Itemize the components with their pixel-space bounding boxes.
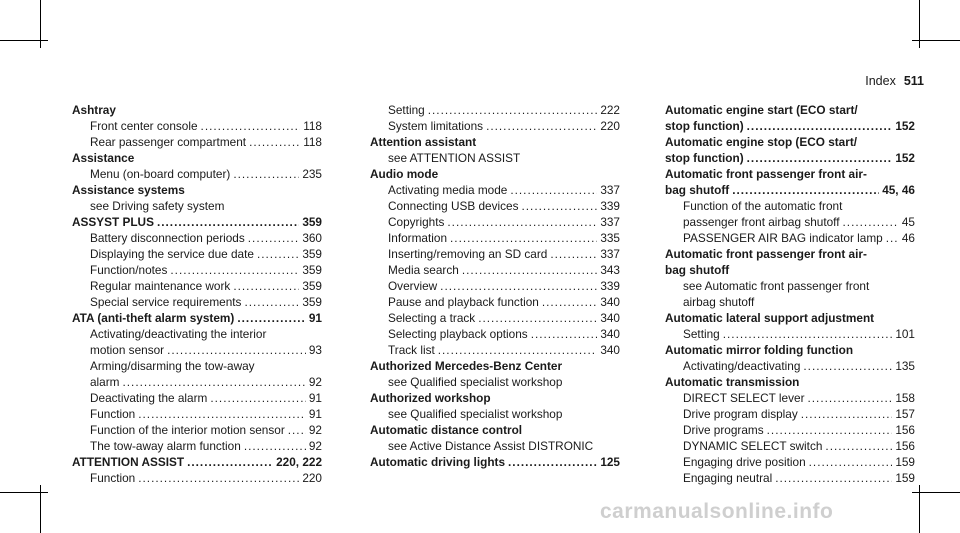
sub-entry xyxy=(72,134,322,150)
sub-entry xyxy=(72,470,322,486)
see-reference xyxy=(370,406,620,422)
sub-entry xyxy=(665,326,915,342)
index-entry xyxy=(370,102,620,134)
page-ref: 156 xyxy=(895,423,915,437)
sub-entry-text: System limitations xyxy=(388,119,484,133)
see-reference-text: see ATTENTION ASSIST xyxy=(388,151,521,165)
dot-leader xyxy=(450,230,597,246)
page-ref: 92 xyxy=(308,439,322,453)
dot-leader xyxy=(138,406,306,422)
entry-heading xyxy=(665,262,915,278)
see-reference-text: see Driving safety system xyxy=(90,199,225,213)
entry-heading xyxy=(370,390,620,406)
dot-leader xyxy=(462,262,597,278)
index-entry xyxy=(72,102,322,150)
page-ref: 159 xyxy=(895,471,915,485)
page-ref: 339 xyxy=(600,279,620,293)
sub-entry xyxy=(72,406,322,422)
crop-mark xyxy=(912,40,960,41)
entry-heading xyxy=(370,454,620,470)
sub-entry xyxy=(370,182,620,198)
dot-leader xyxy=(257,246,299,262)
see-reference xyxy=(370,438,620,454)
dot-leader xyxy=(809,454,893,470)
dot-leader xyxy=(478,310,597,326)
page-ref: 101 xyxy=(895,327,915,341)
page-ref: 222 xyxy=(600,103,620,117)
sub-entry-text: Special service requirements xyxy=(90,295,242,309)
dot-leader xyxy=(237,310,306,326)
sub-entry-text: Function/notes xyxy=(90,263,168,277)
sub-entry xyxy=(72,438,322,454)
dot-leader xyxy=(428,102,598,118)
sub-entry-text: Menu (on-board computer) xyxy=(90,167,231,181)
sub-entry-text: Pause and playback function xyxy=(388,295,539,309)
dot-leader xyxy=(843,214,899,230)
page-ref: 158 xyxy=(895,391,915,405)
entry-heading xyxy=(72,182,322,198)
sub-entry xyxy=(370,230,620,246)
page-ref: 92 xyxy=(308,423,322,437)
sub-entry-text: DIRECT SELECT lever xyxy=(683,391,805,405)
dot-leader xyxy=(233,166,299,182)
page-ref: 157 xyxy=(895,407,915,421)
dot-leader xyxy=(486,118,597,134)
entry-heading xyxy=(665,310,915,326)
page-ref: 46 xyxy=(901,231,915,245)
sub-entry-text: Media search xyxy=(388,263,459,277)
page-ref: 359 xyxy=(302,215,322,229)
dot-leader xyxy=(531,326,598,342)
entry-heading-text: stop function) xyxy=(665,151,744,165)
page-ref: 340 xyxy=(600,343,620,357)
entry-heading-text: Assistance systems xyxy=(72,183,185,197)
page-ref: 235 xyxy=(302,167,322,181)
entry-heading xyxy=(665,118,915,134)
sub-entry xyxy=(370,262,620,278)
sub-entry xyxy=(72,358,322,374)
sub-entry-text: Drive program display xyxy=(683,407,798,421)
sub-entry xyxy=(665,422,915,438)
sub-entry-text: Battery disconnection periods xyxy=(90,231,245,245)
dot-leader xyxy=(210,390,306,406)
sub-entry xyxy=(665,438,915,454)
sub-entry xyxy=(370,294,620,310)
page-ref: 343 xyxy=(600,263,620,277)
sub-entry xyxy=(370,214,620,230)
entry-heading-text: Automatic engine start (ECO start/ xyxy=(665,103,858,117)
index-entry xyxy=(665,310,915,342)
see-reference xyxy=(370,150,620,166)
dot-leader xyxy=(732,182,879,198)
watermark: carmanualsonline.info xyxy=(600,500,834,523)
entry-heading-text: Automatic transmission xyxy=(665,375,800,389)
sub-entry-text: Selecting a track xyxy=(388,311,476,325)
entry-heading-text: Automatic distance control xyxy=(370,423,523,437)
index-entry xyxy=(72,150,322,182)
sub-entry-text: PASSENGER AIR BAG indicator lamp xyxy=(683,231,883,245)
dot-leader xyxy=(508,454,597,470)
index-entry xyxy=(370,358,620,390)
sub-entry-text: Function of the automatic front xyxy=(683,199,843,213)
entry-heading xyxy=(665,102,915,118)
page-ref: 337 xyxy=(600,215,620,229)
dot-leader xyxy=(249,134,300,150)
sub-entry-text: passenger front airbag shutoff xyxy=(683,215,840,229)
sub-entry-text: Engaging neutral xyxy=(683,471,773,485)
page-ref: 91 xyxy=(308,311,322,325)
sub-entry xyxy=(665,358,915,374)
index-entry xyxy=(72,182,322,214)
sub-entry xyxy=(665,198,915,214)
dot-leader xyxy=(288,422,306,438)
sub-entry xyxy=(72,230,322,246)
see-reference-text: airbag shutoff xyxy=(683,295,755,309)
page-ref: 152 xyxy=(895,119,915,133)
index-entry xyxy=(72,454,322,486)
entry-heading xyxy=(370,166,620,182)
index-column-3 xyxy=(665,102,915,486)
entry-heading-text: Automatic driving lights xyxy=(370,455,506,469)
page-ref: 360 xyxy=(302,231,322,245)
entry-heading-text: Ashtray xyxy=(72,103,116,117)
see-reference-text: see Qualified specialist workshop xyxy=(388,375,563,389)
page-ref: 340 xyxy=(600,327,620,341)
sub-entry-text: Selecting playback options xyxy=(388,327,528,341)
index-entry xyxy=(665,102,915,134)
see-reference xyxy=(72,198,322,214)
index-entry xyxy=(72,310,322,454)
sub-entry-text: Arming/disarming the tow-away xyxy=(90,359,255,373)
sub-entry xyxy=(370,278,620,294)
sub-entry xyxy=(72,374,322,390)
dot-leader xyxy=(138,470,299,486)
page-ref: 340 xyxy=(600,295,620,309)
dot-leader xyxy=(825,438,892,454)
entry-heading-text: Automatic front passenger front air- xyxy=(665,167,867,181)
entry-heading xyxy=(370,358,620,374)
sub-entry xyxy=(370,198,620,214)
page-ref: 91 xyxy=(308,391,322,405)
page-ref: 337 xyxy=(600,247,620,261)
page-ref: 220 xyxy=(600,119,620,133)
sub-entry-text: The tow-away alarm function xyxy=(90,439,241,453)
dot-leader xyxy=(775,470,892,486)
sub-entry xyxy=(370,118,620,134)
sub-entry xyxy=(72,326,322,342)
dot-leader xyxy=(440,278,597,294)
sub-entry xyxy=(72,278,322,294)
index-entry xyxy=(665,246,915,310)
entry-heading xyxy=(665,182,915,198)
page-header xyxy=(865,74,924,88)
dot-leader xyxy=(803,358,892,374)
dot-leader xyxy=(438,342,598,358)
sub-entry xyxy=(72,166,322,182)
sub-entry-text: Track list xyxy=(388,343,435,357)
dot-leader xyxy=(808,390,893,406)
see-reference xyxy=(665,278,915,294)
page-ref: 159 xyxy=(895,455,915,469)
page-ref: 359 xyxy=(302,295,322,309)
crop-mark xyxy=(0,492,48,493)
sub-entry xyxy=(370,310,620,326)
entry-heading xyxy=(72,454,322,470)
sub-entry xyxy=(370,246,620,262)
sub-entry-text: Information xyxy=(388,231,448,245)
entry-heading-text: bag shutoff xyxy=(665,263,730,277)
index-entry xyxy=(665,134,915,166)
entry-heading-text: Automatic engine stop (ECO start/ xyxy=(665,135,858,149)
entry-heading-text: ATTENTION ASSIST xyxy=(72,455,185,469)
entry-heading-text: Authorized workshop xyxy=(370,391,491,405)
header-label: Index xyxy=(865,74,896,88)
entry-heading-text: Authorized Mercedes-Benz Center xyxy=(370,359,563,373)
index-entry xyxy=(72,214,322,310)
sub-entry xyxy=(370,102,620,118)
dot-leader xyxy=(747,118,893,134)
entry-heading-text: Attention assistant xyxy=(370,135,477,149)
dot-leader xyxy=(244,438,306,454)
sub-entry-text: Deactivating the alarm xyxy=(90,391,208,405)
sub-entry-text: Engaging drive position xyxy=(683,455,806,469)
sub-entry xyxy=(665,390,915,406)
page-ref: 118 xyxy=(303,135,322,149)
index-entry xyxy=(665,374,915,486)
dot-leader xyxy=(123,374,306,390)
entry-heading xyxy=(72,214,322,230)
index-entry xyxy=(370,166,620,358)
entry-heading xyxy=(72,310,322,326)
index-column-1 xyxy=(72,102,322,486)
dot-leader xyxy=(244,294,299,310)
page-ref: 156 xyxy=(895,439,915,453)
sub-entry-text: motion sensor xyxy=(90,343,165,357)
entry-heading xyxy=(665,374,915,390)
dot-leader xyxy=(542,294,597,310)
sub-entry-text: alarm xyxy=(90,375,120,389)
index-entry xyxy=(370,390,620,422)
page-ref: 135 xyxy=(895,359,915,373)
sub-entry-text: Copyrights xyxy=(388,215,445,229)
dot-leader xyxy=(157,214,299,230)
page-ref: 45, 46 xyxy=(882,183,915,197)
page-ref: 152 xyxy=(895,151,915,165)
sub-entry xyxy=(72,422,322,438)
entry-heading xyxy=(665,166,915,182)
dot-leader xyxy=(522,198,598,214)
index-entry xyxy=(370,454,620,470)
entry-heading-text: Automatic mirror folding function xyxy=(665,343,854,357)
sub-entry xyxy=(72,262,322,278)
entry-heading xyxy=(72,150,322,166)
sub-entry xyxy=(72,294,322,310)
page-ref: 125 xyxy=(600,455,620,469)
entry-heading xyxy=(370,422,620,438)
entry-heading-text: Audio mode xyxy=(370,167,439,181)
dot-leader xyxy=(747,150,893,166)
entry-heading-text: ASSYST PLUS xyxy=(72,215,154,229)
sub-entry-text: Activating/deactivating the interior xyxy=(90,327,267,341)
entry-heading xyxy=(665,342,915,358)
sub-entry-text: Function xyxy=(90,471,136,485)
see-reference-text: see Automatic front passenger front xyxy=(683,279,870,293)
page-ref: 359 xyxy=(302,279,322,293)
page-ref: 91 xyxy=(308,407,322,421)
dot-leader xyxy=(187,454,273,470)
sub-entry-text: Activating media mode xyxy=(388,183,508,197)
dot-leader xyxy=(447,214,597,230)
entry-heading-text: ATA (anti-theft alarm system) xyxy=(72,311,235,325)
dot-leader xyxy=(550,246,597,262)
index-entry xyxy=(370,422,620,454)
sub-entry-text: Drive programs xyxy=(683,423,764,437)
dot-leader xyxy=(723,326,893,342)
entry-heading xyxy=(665,150,915,166)
page-ref: 118 xyxy=(303,119,322,133)
sub-entry xyxy=(72,342,322,358)
sub-entry xyxy=(72,246,322,262)
sub-entry-text: Setting xyxy=(683,327,720,341)
sub-entry-text: Function xyxy=(90,407,136,421)
entry-heading-text: bag shutoff xyxy=(665,183,730,197)
sub-entry-text: DYNAMIC SELECT switch xyxy=(683,439,823,453)
sub-entry xyxy=(665,406,915,422)
dot-leader xyxy=(248,230,300,246)
crop-mark xyxy=(912,492,960,493)
index-entry xyxy=(665,166,915,246)
page-ref: 339 xyxy=(600,199,620,213)
sub-entry-text: Setting xyxy=(388,103,425,117)
see-reference xyxy=(665,294,915,310)
sub-entry xyxy=(665,214,915,230)
sub-entry-text: Rear passenger compartment xyxy=(90,135,247,149)
index-column-2 xyxy=(370,102,620,470)
page-ref: 335 xyxy=(600,231,620,245)
dot-leader xyxy=(233,278,299,294)
page-ref: 220, 222 xyxy=(276,455,322,469)
page-ref: 340 xyxy=(600,311,620,325)
sub-entry-text: Activating/deactivating xyxy=(683,359,801,373)
entry-heading xyxy=(370,134,620,150)
index-entry xyxy=(665,342,915,374)
sub-entry xyxy=(665,230,915,246)
index-entry xyxy=(370,134,620,166)
sub-entry-text: Front center console xyxy=(90,119,198,133)
dot-leader xyxy=(167,342,306,358)
sub-entry-text: Function of the interior motion sensor xyxy=(90,423,285,437)
page-ref: 359 xyxy=(302,263,322,277)
entry-heading xyxy=(72,102,322,118)
dot-leader xyxy=(801,406,893,422)
sub-entry-text: Regular maintenance work xyxy=(90,279,231,293)
sub-entry xyxy=(72,118,322,134)
entry-heading-text: stop function) xyxy=(665,119,744,133)
sub-entry xyxy=(72,390,322,406)
sub-entry-text: Inserting/removing an SD card xyxy=(388,247,548,261)
sub-entry xyxy=(665,454,915,470)
sub-entry-text: Connecting USB devices xyxy=(388,199,519,213)
page-ref: 92 xyxy=(308,375,322,389)
page-ref: 93 xyxy=(308,343,322,357)
dot-leader xyxy=(886,230,899,246)
entry-heading-text: Automatic lateral support adjustment xyxy=(665,311,875,325)
dot-leader xyxy=(170,262,299,278)
see-reference-text: see Active Distance Assist DISTRONIC xyxy=(388,439,594,453)
sub-entry xyxy=(665,470,915,486)
sub-entry-text: Displaying the service due date xyxy=(90,247,254,261)
entry-heading xyxy=(665,246,915,262)
dot-leader xyxy=(201,118,301,134)
sub-entry xyxy=(370,342,620,358)
crop-mark xyxy=(0,40,48,41)
page-ref: 337 xyxy=(600,183,620,197)
dot-leader xyxy=(767,422,893,438)
dot-leader xyxy=(510,182,597,198)
page-ref: 359 xyxy=(302,247,322,261)
page-ref: 220 xyxy=(302,471,322,485)
sub-entry xyxy=(370,326,620,342)
page-number: 511 xyxy=(903,74,924,88)
see-reference-text: see Qualified specialist workshop xyxy=(388,407,563,421)
entry-heading xyxy=(665,134,915,150)
page-ref: 45 xyxy=(901,215,915,229)
see-reference xyxy=(370,374,620,390)
sub-entry-text: Overview xyxy=(388,279,438,293)
entry-heading-text: Assistance xyxy=(72,151,135,165)
entry-heading-text: Automatic front passenger front air- xyxy=(665,247,867,261)
